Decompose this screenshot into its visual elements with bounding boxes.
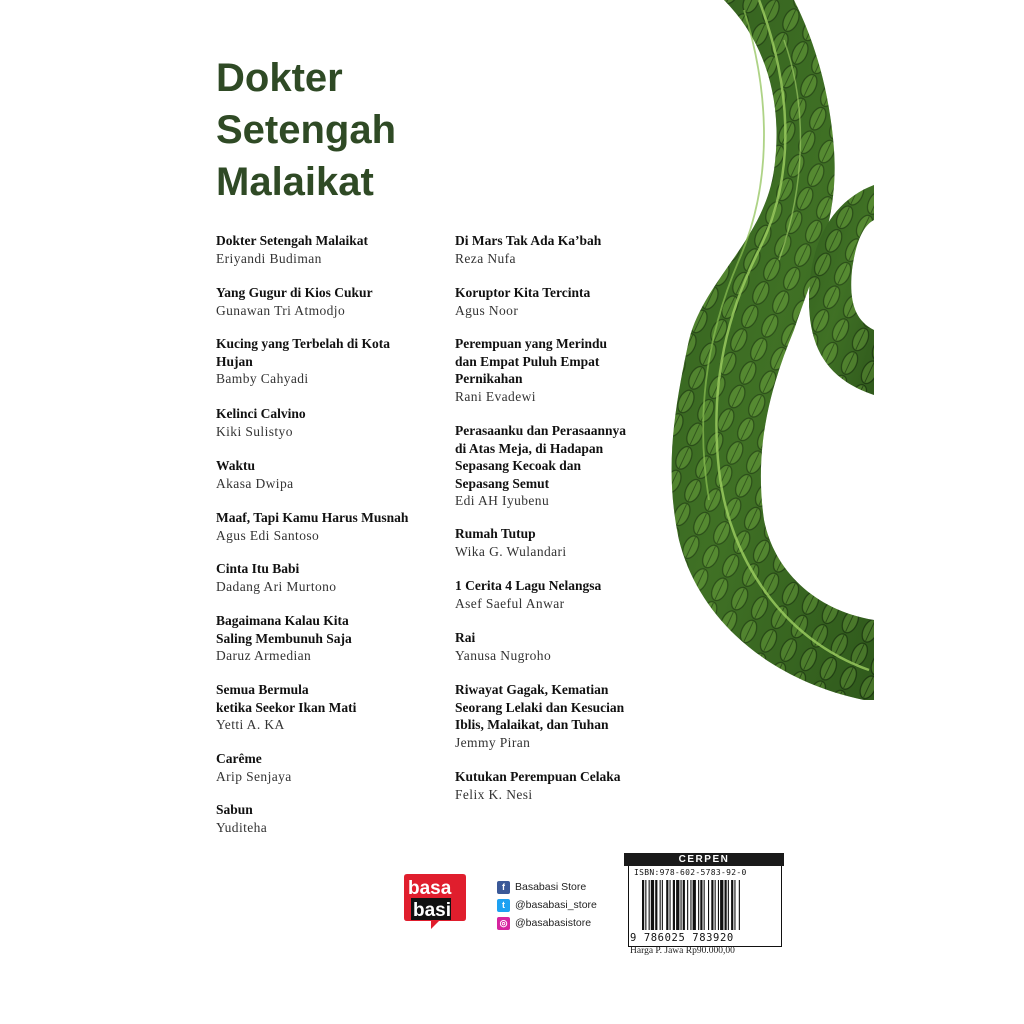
contents-entry bbox=[216, 232, 448, 267]
barcode-bar bbox=[711, 880, 713, 930]
barcode-bar bbox=[651, 880, 654, 930]
price-label: Harga P. Jawa Rp90.000,00 bbox=[630, 946, 735, 956]
barcode-bar bbox=[728, 880, 729, 930]
story-author: Eriyandi Budiman bbox=[216, 250, 322, 266]
story-title: Perempuan yang Merindu bbox=[455, 336, 608, 351]
story-author: Dadang Ari Murtono bbox=[216, 578, 337, 594]
barcode-bar bbox=[708, 880, 709, 930]
barcode-bar bbox=[700, 880, 702, 930]
story-title: Koruptor Kita Tercinta bbox=[455, 285, 591, 300]
social-instagram bbox=[497, 915, 591, 931]
barcode-bar bbox=[739, 880, 740, 930]
contents-entry bbox=[455, 525, 687, 560]
contents-entry bbox=[216, 457, 448, 492]
category-label: CERPEN bbox=[624, 853, 784, 866]
story-title: Kelinci Calvino bbox=[216, 406, 306, 421]
story-title: Iblis, Malaikat, dan Tuhan bbox=[455, 717, 609, 732]
logo-text-bottom: basi bbox=[413, 900, 452, 921]
story-title: Cinta Itu Babi bbox=[216, 561, 300, 576]
instagram-icon: ◎ bbox=[497, 917, 510, 930]
contents-entry bbox=[455, 768, 687, 803]
story-title: ketika Seekor Ikan Mati bbox=[216, 699, 357, 715]
story-title: Bagaimana Kalau Kita bbox=[216, 613, 349, 628]
contents-entry bbox=[455, 422, 687, 510]
contents-entry bbox=[216, 405, 448, 440]
barcode-bar bbox=[731, 880, 733, 930]
twitter-label: @basabasi_store bbox=[515, 899, 597, 911]
barcode-bar bbox=[660, 880, 661, 930]
story-author: Asef Saeful Anwar bbox=[455, 595, 565, 611]
contents-entry bbox=[216, 612, 448, 665]
facebook-label: Basabasi Store bbox=[515, 881, 587, 893]
story-title: Seorang Lelaki dan Kesucian bbox=[455, 699, 625, 715]
isbn-text: ISBN:978-602-5783-92-0 bbox=[634, 868, 747, 877]
social-facebook bbox=[497, 879, 586, 895]
story-author: Daruz Armedian bbox=[216, 648, 312, 663]
story-author: Yanusa Nugroho bbox=[455, 647, 552, 663]
story-title: Semua Bermula bbox=[216, 682, 309, 697]
twitter-icon: t bbox=[497, 899, 510, 912]
story-author: Felix K. Nesi bbox=[455, 786, 533, 802]
barcode-bar bbox=[718, 880, 719, 930]
story-author: Rani Evadewi bbox=[455, 388, 536, 404]
story-author: Yuditeha bbox=[216, 819, 268, 835]
story-title: Carême bbox=[216, 751, 262, 766]
barcode-bar bbox=[662, 880, 663, 930]
story-author: Kiki Sulistyo bbox=[216, 423, 293, 439]
barcode-bar bbox=[670, 880, 671, 930]
story-title: Sepasang Semut bbox=[455, 475, 550, 491]
book-title-line-2: Setengah bbox=[216, 108, 397, 152]
story-author: Bamby Cahyadi bbox=[216, 371, 309, 386]
story-author: Edi AH Iyubenu bbox=[455, 493, 550, 508]
contents-entry bbox=[216, 284, 448, 319]
barcode-bar bbox=[720, 880, 723, 930]
contents-entry bbox=[455, 577, 687, 612]
story-title: Kutukan Perempuan Celaka bbox=[455, 769, 621, 784]
story-title: Saling Membunuh Saja bbox=[216, 630, 352, 646]
contents-entry bbox=[455, 681, 687, 751]
barcode-bar bbox=[698, 880, 699, 930]
story-title: Pernikahan bbox=[455, 371, 523, 386]
barcode-bar bbox=[649, 880, 650, 930]
basabasi-logo bbox=[403, 872, 467, 930]
story-title: Yang Gugur di Kios Cukur bbox=[216, 285, 373, 300]
story-author: Arip Senjaya bbox=[216, 768, 292, 784]
story-title: Sepasang Kecoak dan bbox=[455, 458, 582, 473]
story-title: Perasaanku dan Perasaannya bbox=[455, 423, 627, 438]
story-title: 1 Cerita 4 Lagu Nelangsa bbox=[455, 578, 602, 593]
story-title: Kucing yang Terbelah di Kota bbox=[216, 336, 391, 351]
story-author: Jemmy Piran bbox=[455, 734, 531, 750]
contents-entry bbox=[455, 232, 687, 267]
barcode-bar bbox=[687, 880, 688, 930]
story-author: Yetti A. KA bbox=[216, 717, 285, 732]
barcode-bar bbox=[715, 880, 716, 930]
facebook-icon: f bbox=[497, 881, 510, 894]
logo-text-top: basa bbox=[408, 878, 452, 899]
story-title: Sabun bbox=[216, 802, 253, 817]
story-title: Di Mars Tak Ada Ka’bah bbox=[455, 233, 602, 248]
story-author: Agus Noor bbox=[455, 302, 519, 318]
barcode-bar bbox=[704, 880, 705, 930]
contents-entry bbox=[216, 335, 448, 388]
book-title-line-1: Dokter bbox=[216, 56, 343, 100]
social-twitter bbox=[497, 897, 597, 913]
barcode-bar bbox=[734, 880, 735, 930]
story-title: Maaf, Tapi Kamu Harus Musnah bbox=[216, 510, 409, 525]
contents-entry bbox=[216, 801, 448, 836]
barcode-bar bbox=[690, 880, 691, 930]
barcode-bar bbox=[725, 880, 727, 930]
story-author: Akasa Dwipa bbox=[216, 475, 294, 491]
story-author: Agus Edi Santoso bbox=[216, 527, 320, 543]
contents-entry bbox=[455, 629, 687, 664]
barcode-bar bbox=[655, 880, 657, 930]
contents-entry bbox=[216, 509, 448, 544]
barcode-bar bbox=[666, 880, 668, 930]
story-author: Reza Nufa bbox=[455, 250, 516, 266]
contents-entry bbox=[455, 335, 687, 405]
contents-entry bbox=[216, 681, 448, 734]
barcode-bar bbox=[693, 880, 696, 930]
story-title: Rumah Tutup bbox=[455, 526, 536, 541]
contents-entry bbox=[216, 750, 448, 785]
barcode-bar bbox=[676, 880, 679, 930]
contents-entry bbox=[216, 560, 448, 595]
instagram-label: @basabasistore bbox=[515, 917, 592, 929]
story-author: Wika G. Wulandari bbox=[455, 543, 567, 559]
barcode-bar bbox=[683, 880, 685, 930]
story-title: Waktu bbox=[216, 458, 256, 473]
barcode-bar bbox=[642, 880, 644, 930]
story-title: Riwayat Gagak, Kematian bbox=[455, 682, 609, 697]
story-title: dan Empat Puluh Empat bbox=[455, 353, 600, 369]
story-title: Hujan bbox=[216, 353, 253, 369]
story-title: Rai bbox=[455, 630, 476, 645]
barcode-bar bbox=[673, 880, 675, 930]
barcode bbox=[640, 880, 776, 932]
story-title: Dokter Setengah Malaikat bbox=[216, 233, 368, 248]
story-author: Gunawan Tri Atmodjo bbox=[216, 302, 346, 318]
barcode-bar bbox=[645, 880, 646, 930]
story-title: di Atas Meja, di Hadapan bbox=[455, 440, 604, 456]
contents-entry bbox=[455, 284, 687, 319]
barcode-number: 9 786025 783920 bbox=[630, 932, 734, 944]
book-title-line-3: Malaikat bbox=[216, 160, 374, 204]
barcode-bar bbox=[681, 880, 682, 930]
